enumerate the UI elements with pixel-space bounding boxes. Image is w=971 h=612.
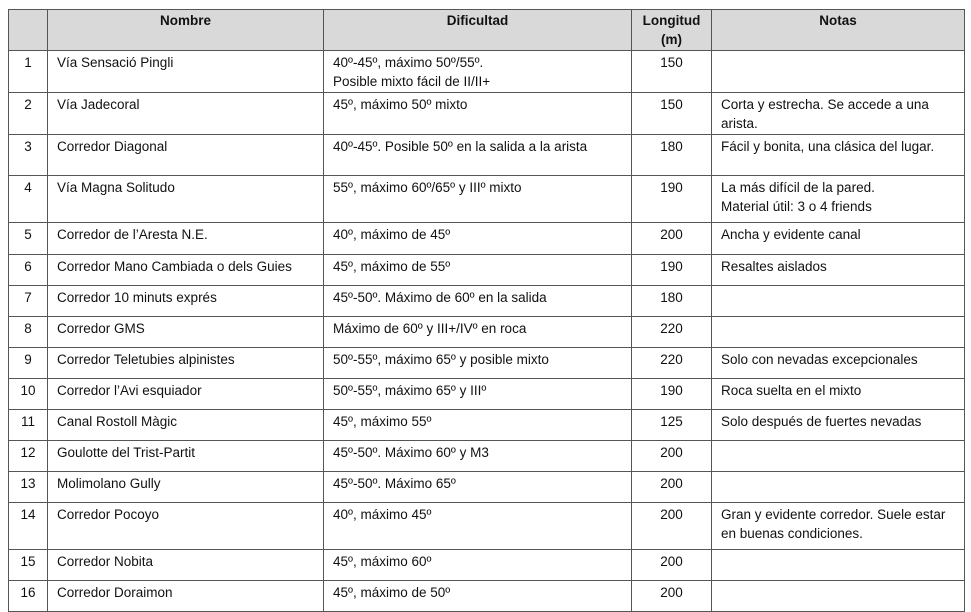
route-length: 190: [632, 176, 712, 223]
climbing-routes-table: [8, 9, 965, 612]
table-row: [9, 441, 965, 472]
route-difficulty: 45º-50º. Máximo 60º y M3: [324, 441, 632, 472]
route-name: Corredor 10 minuts exprés: [48, 286, 324, 317]
route-name: Corredor l’Avi esquiador: [48, 379, 324, 410]
row-number: 16: [9, 581, 48, 612]
row-number: 1: [9, 51, 48, 93]
row-number: 7: [9, 286, 48, 317]
route-length: 200: [632, 581, 712, 612]
route-difficulty: 45º, máximo 60º: [324, 550, 632, 581]
route-length: 200: [632, 550, 712, 581]
row-number: 15: [9, 550, 48, 581]
table-row: [9, 51, 965, 93]
row-number: 11: [9, 410, 48, 441]
route-name: Corredor Diagonal: [48, 135, 324, 176]
route-name: Corredor Pocoyo: [48, 503, 324, 550]
route-table-container: [8, 9, 965, 612]
table-row: [9, 255, 965, 286]
row-number: 9: [9, 348, 48, 379]
route-name: Corredor Mano Cambiada o dels Guies: [48, 255, 324, 286]
route-notes: Corta y estrecha. Se accede a una arista.: [712, 93, 965, 135]
table-row: [9, 503, 965, 550]
route-difficulty: Máximo de 60º y III+/IVº en roca: [324, 317, 632, 348]
route-difficulty: 45º-50º. Máximo 65º: [324, 472, 632, 503]
table-row: [9, 348, 965, 379]
route-notes: [712, 472, 965, 503]
route-difficulty: 50º-55º, máximo 65º y posible mixto: [324, 348, 632, 379]
route-notes: Roca suelta en el mixto: [712, 379, 965, 410]
route-difficulty: 45º, máximo 50º mixto: [324, 93, 632, 135]
route-length: 150: [632, 93, 712, 135]
route-length: 180: [632, 286, 712, 317]
route-notes: [712, 550, 965, 581]
table-row: [9, 379, 965, 410]
table-row: [9, 135, 965, 176]
route-difficulty: 40º-45º, máximo 50º/55º. Posible mixto fácil de II/II+: [324, 51, 632, 93]
route-notes: Gran y evidente corredor. Suele estar en buenas condiciones.: [712, 503, 965, 550]
route-length: 190: [632, 379, 712, 410]
table-row: [9, 581, 965, 612]
table-row: [9, 223, 965, 255]
route-notes: Solo después de fuertes nevadas: [712, 410, 965, 441]
route-name: Vía Magna Solitudo: [48, 176, 324, 223]
route-notes: Resaltes aislados: [712, 255, 965, 286]
route-length: 220: [632, 317, 712, 348]
route-name: Canal Rostoll Màgic: [48, 410, 324, 441]
header-number: [9, 10, 48, 51]
route-notes: Solo con nevadas excepcionales: [712, 348, 965, 379]
route-difficulty: 45º-50º. Máximo de 60º en la salida: [324, 286, 632, 317]
table-row: [9, 176, 965, 223]
row-number: 6: [9, 255, 48, 286]
route-notes: [712, 441, 965, 472]
table-row: [9, 317, 965, 348]
row-number: 10: [9, 379, 48, 410]
table-header-row: [9, 10, 965, 51]
route-difficulty: 45º, máximo de 55º: [324, 255, 632, 286]
row-number: 3: [9, 135, 48, 176]
route-name: Corredor Teletubies alpinistes: [48, 348, 324, 379]
header-nombre: Nombre: [48, 10, 324, 51]
row-number: 4: [9, 176, 48, 223]
route-difficulty: 45º, máximo 55º: [324, 410, 632, 441]
route-notes: [712, 51, 965, 93]
header-notas: Notas: [712, 10, 965, 51]
route-length: 180: [632, 135, 712, 176]
table-row: [9, 93, 965, 135]
table-row: [9, 286, 965, 317]
route-length: 125: [632, 410, 712, 441]
route-length: 190: [632, 255, 712, 286]
route-name: Goulotte del Trist-Partit: [48, 441, 324, 472]
table-row: [9, 472, 965, 503]
route-name: Vía Jadecoral: [48, 93, 324, 135]
route-name: Molimolano Gully: [48, 472, 324, 503]
route-notes: Ancha y evidente canal: [712, 223, 965, 255]
row-number: 14: [9, 503, 48, 550]
route-length: 200: [632, 223, 712, 255]
row-number: 2: [9, 93, 48, 135]
route-difficulty: 40º-45º. Posible 50º en la salida a la arista: [324, 135, 632, 176]
route-difficulty: 55º, máximo 60º/65º y IIIº mixto: [324, 176, 632, 223]
route-name: Corredor de l’Aresta N.E.: [48, 223, 324, 255]
route-name: Vía Sensació Pingli: [48, 51, 324, 93]
route-length: 200: [632, 503, 712, 550]
route-name: Corredor Doraimon: [48, 581, 324, 612]
route-length: 150: [632, 51, 712, 93]
route-notes: La más difícil de la pared. Material útil: 3 o 4 friends: [712, 176, 965, 223]
route-length: 200: [632, 472, 712, 503]
route-difficulty: 40º, máximo de 45º: [324, 223, 632, 255]
row-number: 13: [9, 472, 48, 503]
route-notes: [712, 581, 965, 612]
row-number: 5: [9, 223, 48, 255]
route-name: Corredor GMS: [48, 317, 324, 348]
route-notes: [712, 286, 965, 317]
route-difficulty: 45º, máximo de 50º: [324, 581, 632, 612]
table-row: [9, 550, 965, 581]
header-longitud: Longitud (m): [632, 10, 712, 51]
route-difficulty: 40º, máximo 45º: [324, 503, 632, 550]
route-difficulty: 50º-55º, máximo 65º y IIIº: [324, 379, 632, 410]
route-length: 200: [632, 441, 712, 472]
route-notes: Fácil y bonita, una clásica del lugar.: [712, 135, 965, 176]
row-number: 8: [9, 317, 48, 348]
route-notes: [712, 317, 965, 348]
route-name: Corredor Nobita: [48, 550, 324, 581]
row-number: 12: [9, 441, 48, 472]
route-length: 220: [632, 348, 712, 379]
table-row: [9, 410, 965, 441]
header-dificultad: Dificultad: [324, 10, 632, 51]
